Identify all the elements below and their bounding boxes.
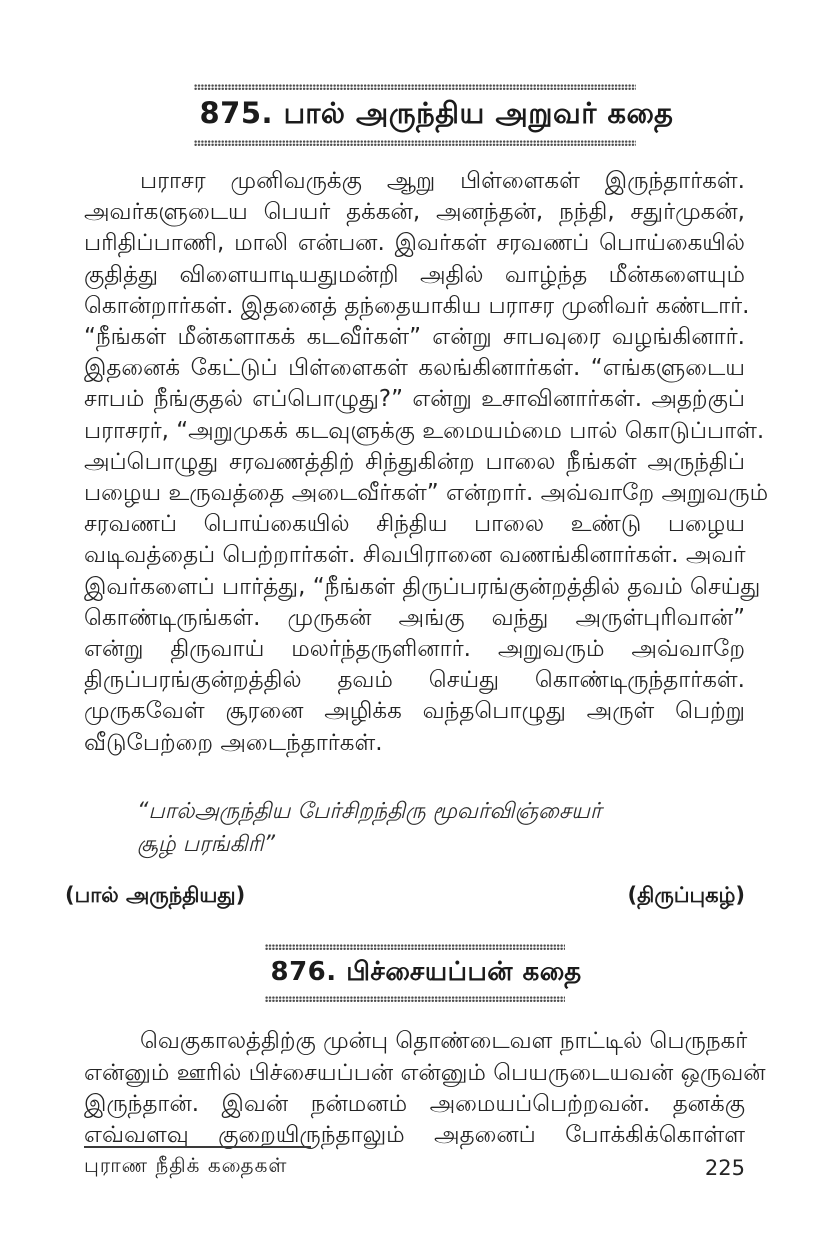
footer-rule xyxy=(84,1146,311,1180)
footer-book-title: புராண நீதிக் கதைகள் xyxy=(84,1153,288,1177)
quote-line: சூழ் பரங்கிரி” xyxy=(137,831,276,857)
page-footer xyxy=(84,1146,745,1180)
story-876-title: 876. பிச்சையப்பன் கதை xyxy=(270,956,582,987)
text-line: “நீங்கள் மீன்களாகக் கடவீர்கள்” என்று சாபவுரை வழங்கினார். xyxy=(84,323,745,350)
text-line: பழைய உருவத்தை அடைவீர்கள்” என்றார். அவ்வாறே அறுவரும் xyxy=(84,479,769,506)
story-875-header xyxy=(194,84,674,146)
text-line: கொண்டிருங்கள். முருகன் அங்கு வந்து அருள்புரிவான்” xyxy=(84,604,745,631)
text-line: அப்பொழுது சரவணத்திற் சிந்துகின்ற பாலை நீங்கள் அருந்திப் xyxy=(84,448,745,475)
text-line: இதனைக் கேட்டுப் பிள்ளைகள் கலங்கினார்கள். “எங்களுடைய xyxy=(84,355,745,382)
text-line: அவர்களுடைய பெயர் தக்கன், அனந்தன், நந்தி, சதுர்முகன், xyxy=(84,199,745,226)
text-line: என்று திருவாய் மலர்ந்தருளினார். அறுவரும் அவ்வாறே xyxy=(84,635,745,662)
text-line: பராசர முனிவருக்கு ஆறு பிள்ளைகள் இருந்தார்கள். xyxy=(140,167,745,194)
story-876-paragraph xyxy=(84,1026,766,1151)
story-875-title: 875. பால் அருந்திய அறுவர் கதை xyxy=(199,96,674,130)
text-line: முருகவேள் சூரனை அழிக்க வந்தபொழுது அருள் பெற்று xyxy=(84,698,745,725)
text-line: கொன்றார்கள். இதனைத் தந்தையாகிய பராசர முனிவர் கண்டார். xyxy=(84,292,750,319)
text-line: என்னும் ஊரில் பிச்சையப்பன் என்னும் பெயருடையவன் ஒருவன் xyxy=(84,1059,766,1086)
text-line: வெகுகாலத்திற்கு முன்பு தொண்டைவள நாட்டில் பெருநகர் xyxy=(140,1028,748,1055)
text-line: பராசரர், “அறுமுகக் கடவுளுக்கு உமையம்மை பால் கொடுப்பாள். xyxy=(84,417,765,444)
text-line: வடிவத்தைப் பெற்றார்கள். சிவபிரானை வணங்கினார்கள். அவர் xyxy=(84,542,746,569)
verse-quote xyxy=(84,795,745,861)
text-line: வீடுபேற்றை அடைந்தார்கள். xyxy=(84,729,383,756)
attribution-row xyxy=(65,883,745,910)
text-line: திருப்பரங்குன்றத்தில் தவம் செய்து கொண்டிருந்தார்கள். xyxy=(84,667,745,694)
quote-line: “பால்அருந்திய பேர்சிறந்திரு மூவர்விஞ்சையர் xyxy=(137,798,602,824)
attribution-source: (பால் அருந்தியது) xyxy=(65,882,246,907)
text-line: பரிதிப்பாணி, மாலி என்பன. இவர்கள் சரவணப் பொய்கையில் xyxy=(84,230,745,257)
text-line: சரவணப் பொய்கையில் சிந்திய பாலை உண்டு பழைய xyxy=(84,511,745,538)
page-content xyxy=(65,0,769,1151)
page-number: 225 xyxy=(704,1156,745,1180)
text-line: சாபம் நீங்குதல் எப்பொழுது?” என்று உசாவினார்கள். அதற்குப் xyxy=(84,386,745,413)
text-line: இருந்தான். இவன் நன்மனம் அமையப்பெற்றவன். தனக்கு xyxy=(84,1090,745,1117)
text-line: குதித்து விளையாடியதுமன்றி அதில் வாழ்ந்த மீன்களையும் xyxy=(84,261,745,288)
attribution-work: (திருப்புகழ்) xyxy=(627,882,745,907)
text-line: இவர்களைப் பார்த்து, “நீங்கள் திருப்பரங்குன்றத்தில் தவம் செய்து xyxy=(84,573,761,600)
story-875-paragraph xyxy=(84,166,769,759)
text-line: எவ்வளவு குறையிருந்தாலும் அதனைப் போக்கிக்கொள்ள xyxy=(84,1121,745,1148)
chain-border-bottom xyxy=(265,996,565,1002)
chain-border-bottom xyxy=(194,140,636,146)
story-876-header xyxy=(265,944,582,1003)
